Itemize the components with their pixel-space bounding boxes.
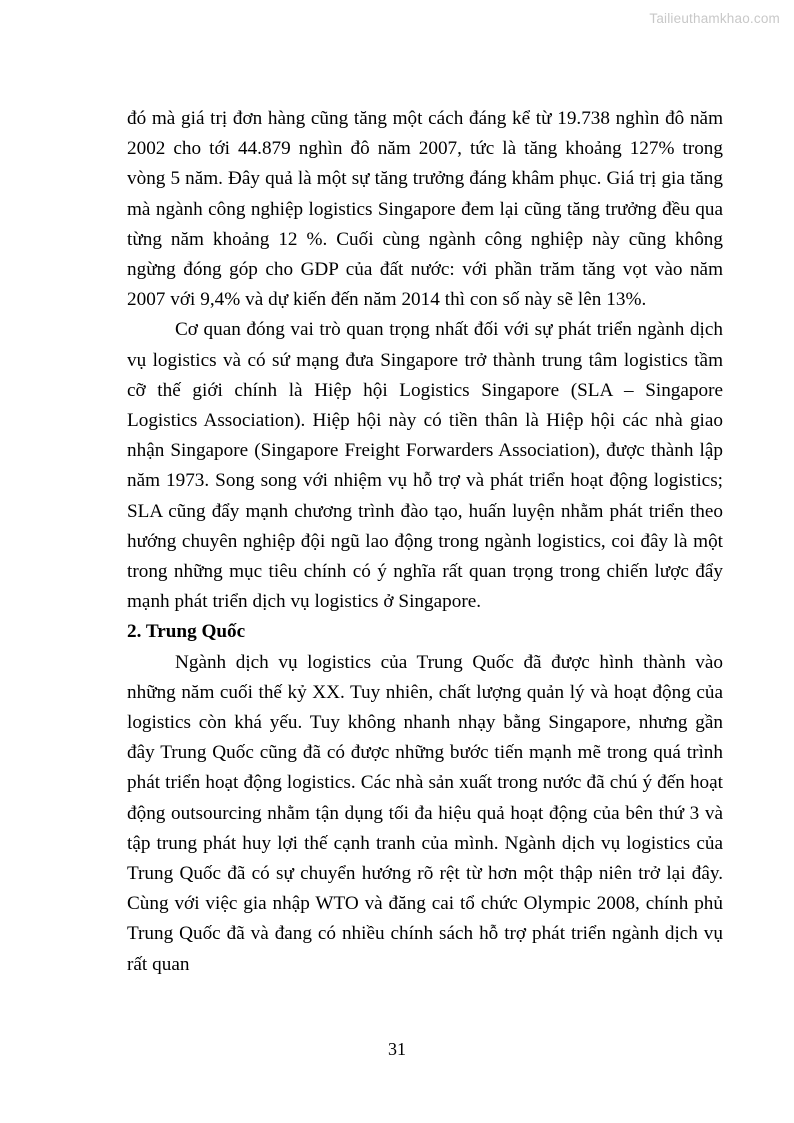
page-body bbox=[127, 104, 723, 980]
paragraph-continuation-singapore-stats: đó mà giá trị đơn hàng cũng tăng một cách đáng kể từ 19.738 nghìn đô năm 2002 cho tới 44.879 nghìn đô năm 2007, tức là tăng khoảng 127% trong vòng 5 năm. Đây quả là một sự tăng trưởng đáng khâm phục. Giá trị gia tăng mà ngành công nghiệp logistics Singapore đem lại cũng tăng trưởng đều qua từng năm khoảng 12 %. Cuối cùng ngành công nghiệp này cũng không ngừng đóng góp cho GDP của đất nước: với phần trăm tăng vọt vào năm 2007 với 9,4% và dự kiến đến năm 2014 thì con số này sẽ lên 13%. bbox=[127, 108, 723, 311]
paragraph-sla-association: Cơ quan đóng vai trò quan trọng nhất đối với sự phát triển ngành dịch vụ logistics và có sứ mạng đưa Singapore trở thành trung tâm logistics tầm cỡ thế giới chính là Hiệp hội Logistics Singapore (SLA – Singapore Logistics Association). Hiệp hội này có tiền thân là Hiệp hội các nhà giao nhận Singapore (Singapore Freight Forwarders Association), được thành lập năm 1973. Song song với nhiệm vụ hỗ trợ và phát triển hoạt động logistics; SLA cũng đẩy mạnh chương trình đào tạo, huấn luyện nhằm phát triển theo hướng chuyên nghiệp đội ngũ lao động trong ngành logistics, coi đây là một trong những mục tiêu chính có ý nghĩa rất quan trọng trong chiến lược đẩy mạnh phát triển dịch vụ logistics ở Singapore. bbox=[127, 319, 723, 613]
paragraph-china-logistics: Ngành dịch vụ logistics của Trung Quốc đã được hình thành vào những năm cuối thế kỷ XX. Tuy nhiên, chất lượng quản lý và hoạt động của logistics còn khá yếu. Tuy không nhanh nhạy bằng Singapore, nhưng gần đây Trung Quốc cũng đã có được những bước tiến mạnh mẽ trong quá trình phát triển hoạt động logistics. Các nhà sản xuất trong nước đã chú ý đến hoạt động outsourcing nhằm tận dụng tối đa hiệu quả hoạt động của bên thứ 3 và tập trung phát huy lợi thế cạnh tranh của mình. Ngành dịch vụ logistics của Trung Quốc đã có sự chuyển hướng rõ rệt từ hơn một thập niên trở lại đây. Cùng với việc gia nhập WTO và đăng cai tổ chức Olympic 2008, chính phủ Trung Quốc đã và đang có nhiều chính sách hỗ trợ phát triển ngành dịch vụ rất quan bbox=[127, 651, 723, 975]
section-heading-trung-quoc: 2. Trung Quốc bbox=[127, 621, 246, 643]
watermark-text: Tailieuthamkhao.com bbox=[649, 11, 780, 26]
page-number: 31 bbox=[388, 1039, 406, 1059]
